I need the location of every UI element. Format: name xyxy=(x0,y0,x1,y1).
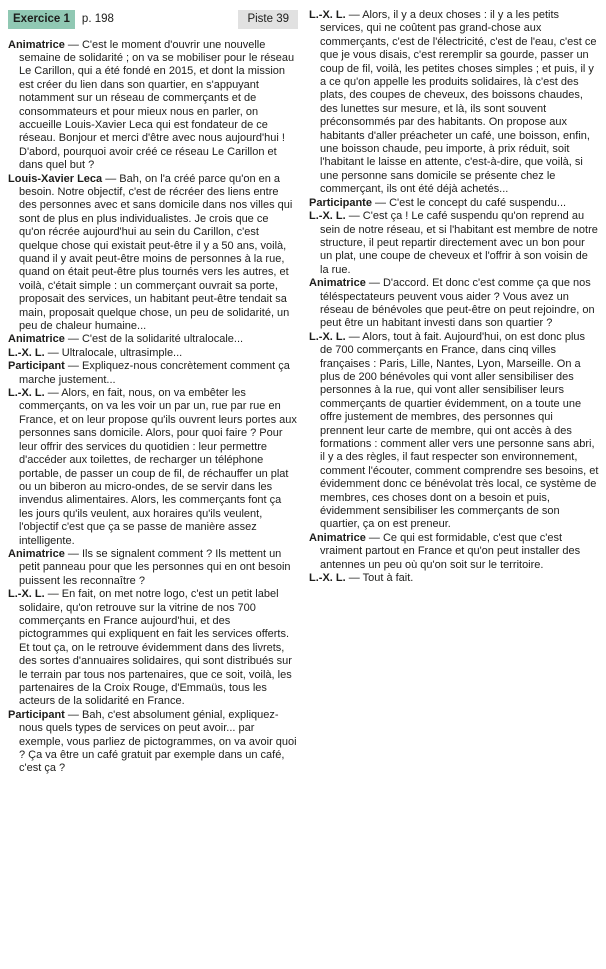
speaker-dash: — xyxy=(64,38,82,51)
dialogue-paragraph xyxy=(8,709,298,776)
speaker-dash: — xyxy=(371,196,390,209)
speaker-name: L.-X. L. xyxy=(8,588,45,601)
transcript-column-left xyxy=(8,9,298,776)
dialogue-text: Alors, il y a deux choses : il y a les petits services, qui ne coûtent pas grand-chose aux commerçants, c'est de l'électricité, c'est de l'eau, c'est ce que je vous disais, c'est reremplir sa gourde, passer un coup de fil, voilà, les petites choses simples ; et puis, il y a ce qu'on appelle les produits solidaires, là c'est des plats, des coupes de cheveux, des boissons chaudes, des lunettes sur mesure, et là, ils sont souvent préconsommés par des habitants. On propose aux habitants d'aller préacheter un café, une boisson, enfin, une boisson chaude, peu importe, à prix réduit, soit l'habitant le laisse en attente, c'est-à-dire, que voilà, si une personne sans domicile se présente chez le commerçant, ils ont été déjà achetés... xyxy=(320,9,597,196)
dialogue-text: C'est ça ! Le café suspendu qu'on reprend au sein de notre réseau, et si l'habitant est membre de notre structure, il peut repartir directement avec un bon pour un plat, une coupe de cheveux et l'offrir à son voisin de la rue. xyxy=(320,210,598,276)
dialogue-text: Ce qui est formidable, c'est que c'est vraiment partout en France et qu'on peut installer des antennes un peu où qu'on soit sur le territoire. xyxy=(320,531,581,571)
speaker-name: Animatrice xyxy=(8,38,65,51)
speaker-name: Animatrice xyxy=(309,277,366,290)
dialogue-text: Alors, tout à fait. Aujourd'hui, on est donc plus de 700 commerçants en France, dans cinq villes françaises : Paris, Lille, Nantes, Lyon, Marseille. On a plus de 200 bénévoles qui vont aller sensibiliser des personnes à la rue, qui vont aller sensibiliser leurs commerçants de quartier évidemment, on a toute une offre justement de membres, des personnes qui prennent leur carte de membre, qui ont accès à des formations : comment aller vers une personne sans abri, il y a des règles, il faut respecter son environnement, comment l'écouter, comment comprendre ses besoins, et évidemment donc ce bénévolat très local, ce système de membres, ces choses dont on a besoin et puis, évidemment sensibiliser les commerçants de son quartier, ça on est preneur. xyxy=(320,330,599,531)
speaker-name: L.-X. L. xyxy=(309,9,346,21)
speaker-dash: — xyxy=(64,708,82,721)
dialogue-paragraph xyxy=(8,333,298,346)
dialogue-paragraph xyxy=(8,360,298,387)
speaker-dash: — xyxy=(44,387,62,400)
speaker-name: Animatrice xyxy=(8,547,65,560)
speaker-dash: — xyxy=(64,547,82,560)
dialogue-text: Ultralocale, ultrasimple... xyxy=(61,346,183,359)
header xyxy=(8,10,298,29)
speaker-name: Animatrice xyxy=(8,333,65,346)
dialogue-text: Ils se signalent comment ? Ils mettent un petit panneau pour que les personnes qui en ont besoin puissent les reconnaître ? xyxy=(19,547,291,587)
audio-track-badge: Piste 39 xyxy=(238,10,298,29)
speaker-dash: — xyxy=(44,346,62,359)
dialogue-paragraph xyxy=(8,347,298,360)
dialogue-text: Expliquez-nous concrètement comment ça marche justement... xyxy=(19,360,290,386)
dialogue-text: C'est de la solidarité ultralocale... xyxy=(81,333,244,346)
dialogue-paragraph xyxy=(8,588,298,709)
speaker-name: Participant xyxy=(8,708,65,721)
speaker-dash: — xyxy=(345,9,363,21)
speaker-dash: — xyxy=(365,531,383,544)
speaker-name: Louis-Xavier Leca xyxy=(8,172,103,185)
speaker-name: Animatrice xyxy=(309,531,366,544)
dialogue-text: C'est le moment d'ouvrir une nouvelle semaine de solidarité ; on va se mobiliser pour le réseau Le Carillon, qui a été fondé en 2015, et dont la mission est créer du lien dans son quartier, en s'appuyant notamment sur un réseau de commerçants et de consommateurs et pour mieux nous en parler, on accueille Louis-Xavier Leca qui est fondateur de ce réseau. Bonjour et merci d'être avec nous aujourd'hui ! D'abord, pourquoi avoir créé ce réseau Le Carillon et dans quel but ? xyxy=(19,38,295,172)
speaker-dash: — xyxy=(102,172,120,185)
speaker-name: L.-X. L. xyxy=(309,210,346,223)
speaker-name: Participant xyxy=(8,360,65,373)
speaker-dash: — xyxy=(345,330,363,343)
dialogue-paragraph xyxy=(8,39,298,173)
speaker-name: L.-X. L. xyxy=(309,572,346,585)
speaker-dash: — xyxy=(64,360,82,373)
dialogue-paragraph xyxy=(309,331,599,532)
dialogue-text: Bah, on l'a créé parce qu'on en a besoin. Notre objectif, c'est de récréer des liens entre des personnes avec et sans domicile dans nos villes qui sont de plus en plus individualistes. Je crois que ce qu'on récrée aujourd'hui au sein du Carillon, c'est quelque chose qui existait peut-être il y a 50 ans, voilà, quand il y avait peut-être moins de personnes à la rue, quand on était peut-être plus tournés vers les autres, et voilà, c'était simple : un commerçant ouvrait sa porte, proposait des services, un habitant peut-être tendait sa main, proposait quelque chose, un peu de solidarité, un peu de chaleur humaine... xyxy=(19,172,293,333)
dialogue-paragraph xyxy=(8,387,298,548)
speaker-name: L.-X. L. xyxy=(309,330,346,343)
speaker-dash: — xyxy=(365,277,383,290)
dialogue-text: Tout à fait. xyxy=(362,572,414,585)
exercise-badge: Exercice 1 xyxy=(8,10,75,29)
speaker-name: Participante xyxy=(309,196,372,209)
dialogue-text: Bah, c'est absolument génial, expliquez-nous quels types de services on peut avoir... par exemple, vous parliez de pictogrammes, on va avoir quoi ? Ça va être un café gratuit par exemple dans un café, c'est ça ? xyxy=(19,708,297,775)
dialogue-paragraph xyxy=(309,572,599,585)
transcript xyxy=(8,9,598,776)
speaker-dash: — xyxy=(64,333,82,346)
dialogue-text: Alors, en fait, nous, on va embêter les commerçants, on va les voir un par un, rue par rue en France, et on leur propose qu'ils ouvrent leurs portes aux personnes sans domicile. Alors, pour quoi faire ? Pour leur offrir des services du quotidien : leur permettre d'accéder aux toilettes, de recharger un téléphone portable, de passer un coup de fil, de réchauffer un plat ou un biberon au micro-ondes, de se servir dans les invendus alimentaires. Alors, les commerçants font ça les jours qu'ils veulent, aux horaires qu'ils veulent, l'objectif c'est que ça se passe de manière assez intelligente. xyxy=(19,387,297,547)
speaker-name: L.-X. L. xyxy=(8,346,45,359)
dialogue-text: C'est le concept du café suspendu... xyxy=(389,196,567,209)
dialogue-paragraph xyxy=(309,532,599,572)
speaker-dash: — xyxy=(345,210,363,223)
page-reference: p. 198 xyxy=(81,13,114,26)
dialogue-paragraph xyxy=(8,548,298,588)
dialogue-paragraph xyxy=(309,9,599,197)
header-left xyxy=(8,10,114,29)
speaker-name: L.-X. L. xyxy=(8,387,45,400)
dialogue-text: D'accord. Et donc c'est comme ça que nos téléspectateurs peuvent vous aider ? Vous avez un réseau de bénévoles que peut-être on peut rejoindre, on peut être un habitant investi dans son quartier ? xyxy=(320,277,595,330)
dialogue-text: En fait, on met notre logo, c'est un petit label solidaire, qu'on retrouve sur la vitrine de nos 700 commerçants en France aujourd'hui, et des pictogrammes qui expliquent en fait les services offerts. Et tout ça, on le retrouve évidemment dans des livrets, des sortes d'annuaires solidaires, qui sont distribués sur le terrain par tous nos partenaires, que ce soit, voilà, les partenaires de la Croix Rouge, d'Emmaüs, tous les acteurs de la solidarité en France. xyxy=(19,588,292,708)
dialogue-paragraph xyxy=(309,210,599,277)
transcript-column-right xyxy=(309,9,599,776)
dialogue-paragraph xyxy=(309,277,599,331)
dialogue-paragraph xyxy=(309,197,599,210)
dialogue-paragraph xyxy=(8,173,298,334)
speaker-dash: — xyxy=(44,588,62,601)
speaker-dash: — xyxy=(345,572,363,585)
